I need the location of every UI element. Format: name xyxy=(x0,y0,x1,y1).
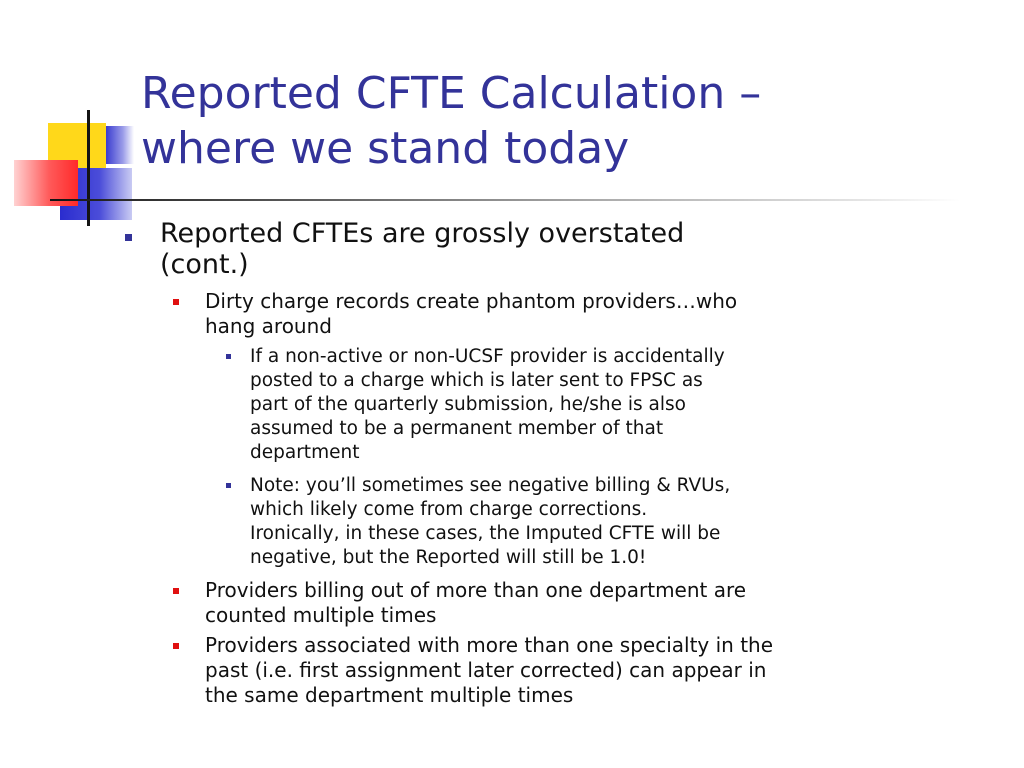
bullet-text: past (i.e. first assignment later corrected) can appear in xyxy=(205,658,767,682)
bullet-text: If a non-active or non-UCSF provider is accidentally xyxy=(250,346,725,367)
bullet-marker xyxy=(226,483,231,488)
bullet-text: department xyxy=(250,442,360,463)
title-line: where we stand today xyxy=(141,123,630,174)
bullet-marker xyxy=(125,234,132,241)
bullet-text: posted to a charge which is later sent to FPSC as xyxy=(250,370,703,391)
bullet-text: Note: you’ll sometimes see negative billing & RVUs, xyxy=(250,475,731,496)
bullet-text: which likely come from charge corrections. xyxy=(250,499,648,520)
bullet-text: part of the quarterly submission, he/she is also xyxy=(250,394,686,415)
title-underline xyxy=(50,199,960,201)
bullet-text: Providers billing out of more than one department are xyxy=(205,578,747,602)
bullet-text: negative, but the Reported will still be 1.0! xyxy=(250,547,647,568)
bullet-marker xyxy=(173,588,179,594)
bullet-text: Reported CFTEs are grossly overstated xyxy=(160,218,685,249)
bullet-text: Dirty charge records create phantom providers…who xyxy=(205,289,738,313)
bullet-text: Providers associated with more than one specialty in the xyxy=(205,633,774,657)
decor-vertical-line xyxy=(87,110,90,226)
bullet-marker xyxy=(226,354,231,359)
bullet-text: counted multiple times xyxy=(205,603,437,627)
bullet-text: the same department multiple times xyxy=(205,683,574,707)
title-line: Reported CFTE Calculation – xyxy=(141,68,762,119)
bullet-text: Ironically, in these cases, the Imputed CFTE will be xyxy=(250,523,721,544)
bullet-text: assumed to be a permanent member of that xyxy=(250,418,664,439)
bullet-marker xyxy=(173,643,179,649)
bullet-marker xyxy=(173,299,179,305)
decor-blue-gradient-top xyxy=(106,126,134,164)
bullet-text: (cont.) xyxy=(160,249,249,280)
slide-title xyxy=(141,66,1001,176)
bullet-text: hang around xyxy=(205,314,332,338)
